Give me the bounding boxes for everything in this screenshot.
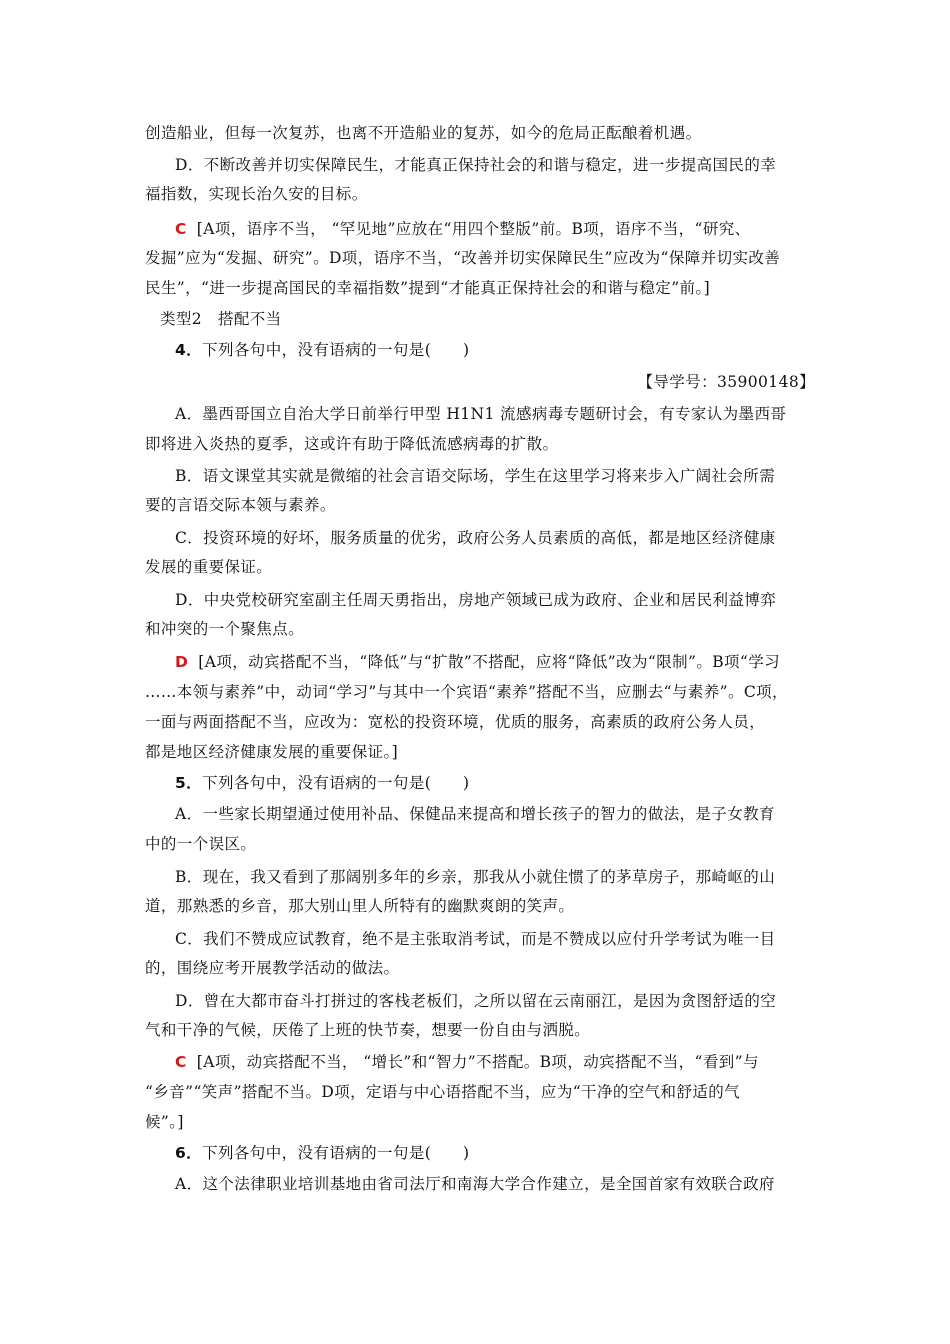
answer-letter: C [175, 1053, 187, 1071]
text-line: 要的言语交际本领与素养。 [145, 496, 336, 514]
question-text: 下列各句中，没有语病的一句是( ) [202, 1144, 470, 1162]
text-line: 民生”，“进一步提高国民的幸福指数”提到“才能真正保持社会的和谐与稳定”前。] [145, 279, 711, 297]
option-d-line: D．中央党校研究室副主任周天勇指出，房地产领域已成为政府、企业和居民利益博弈 [175, 591, 777, 609]
explanation-text: [A项，动宾搭配不当，“降低”与“扩散”不搭配，应将“降低”改为“限制”。B项“学习 [198, 653, 781, 671]
option-d-line: D．不断改善并切实保障民生，才能真正保持社会的和谐与稳定，进一步提高国民的幸 [175, 156, 777, 174]
text-line: 都是地区经济健康发展的重要保证。] [145, 743, 399, 761]
text-line: 即将进入炎热的夏季，这或许有助于降低流感病毒的扩散。 [145, 435, 559, 453]
text-line: 候”。] [145, 1113, 184, 1131]
answer-explanation-line [175, 219, 815, 239]
question-number: 5． [175, 774, 203, 792]
text-line: 发展的重要保证。 [145, 558, 273, 576]
explanation-text: [A项，语序不当， “罕见地”应放在“用四个整版”前。B项，语序不当，“研究、 [196, 220, 751, 238]
text-line: 福指数，实现长治久安的目标。 [145, 185, 368, 203]
question-number: 6． [175, 1144, 203, 1162]
question-text: 下列各句中，没有语病的一句是( ) [202, 341, 470, 359]
question-6-stem [175, 1143, 815, 1163]
text-line: “乡音”“笑声”搭配不当。D项，定语与中心语搭配不当，应为“干净的空气和舒适的气 [145, 1083, 741, 1101]
text-line: 道，那熟悉的乡音，那大别山里人所特有的幽默爽朗的笑声。 [145, 897, 575, 915]
option-a-line: A．墨西哥国立自治大学日前举行甲型 H1N1 流感病毒专题研讨会，有专家认为墨西哥 [175, 405, 787, 423]
text-line: 气和干净的气候，厌倦了上班的快节奏，想要一份自由与洒脱。 [145, 1021, 591, 1039]
text-line: ……本领与素养”中，动词“学习”与其中一个宾语“素养”搭配不当，应删去“与素养”。C项， [145, 683, 788, 701]
question-4-stem [175, 340, 815, 360]
question-text: 下列各句中，没有语病的一句是( ) [202, 774, 470, 792]
question-5-stem [175, 773, 815, 793]
option-b-line: B．语文课堂其实就是微缩的社会言语交际场，学生在这里学习将来步入广阔社会所需 [175, 467, 776, 485]
option-c-line: C．我们不赞成应试教育，绝不是主张取消考试，而是不赞成以应付升学考试为唯一目 [175, 930, 776, 948]
text-line: 的，围绕应考开展教学活动的做法。 [145, 959, 400, 977]
option-c-line: C．投资环境的好坏，服务质量的优劣，政府公务人员素质的高低，都是地区经济健康 [175, 529, 776, 547]
question-number: 4． [175, 341, 203, 359]
section-heading: 类型2 搭配不当 [160, 310, 282, 328]
option-d-line: D．曾在大都市奋斗打拼过的客栈老板们，之所以留在云南丽江，是因为贪图舒适的空 [175, 992, 777, 1010]
answer-explanation-line [175, 1052, 815, 1072]
option-a-line: A．一些家长期望通过使用补品、保健品来提高和增长孩子的智力的做法，是子女教育 [175, 805, 775, 823]
explanation-text: [A项，动宾搭配不当， “增长”和“智力”不搭配。B项，动宾搭配不当，“看到”与 [196, 1053, 759, 1071]
answer-explanation-line [175, 652, 815, 672]
option-a-line: A．这个法律职业培训基地由省司法厅和南海大学合作建立，是全国首家有效联合政府 [175, 1175, 775, 1193]
text-line: 创造船业，但每一次复苏，也离不开造船业的复苏，如今的危局正酝酿着机遇。 [145, 124, 702, 142]
guide-number: 【导学号：35900148】 [637, 373, 815, 391]
text-line: 一面与两面搭配不当，应改为：宽松的投资环境，优质的服务，高素质的政府公务人员， [145, 713, 766, 731]
text-line: 和冲突的一个聚焦点。 [145, 620, 305, 638]
answer-letter: C [175, 220, 187, 238]
option-b-line: B．现在，我又看到了那阔别多年的乡亲，那我从小就住惯了的茅草房子，那崎岖的山 [175, 868, 776, 886]
text-line: 中的一个误区。 [145, 835, 257, 853]
answer-letter: D [175, 653, 189, 671]
text-line: 发掘”应为“发掘、研究”。D项，语序不当，“改善并切实保障民生”应改为“保障并切实改善 [145, 249, 781, 267]
